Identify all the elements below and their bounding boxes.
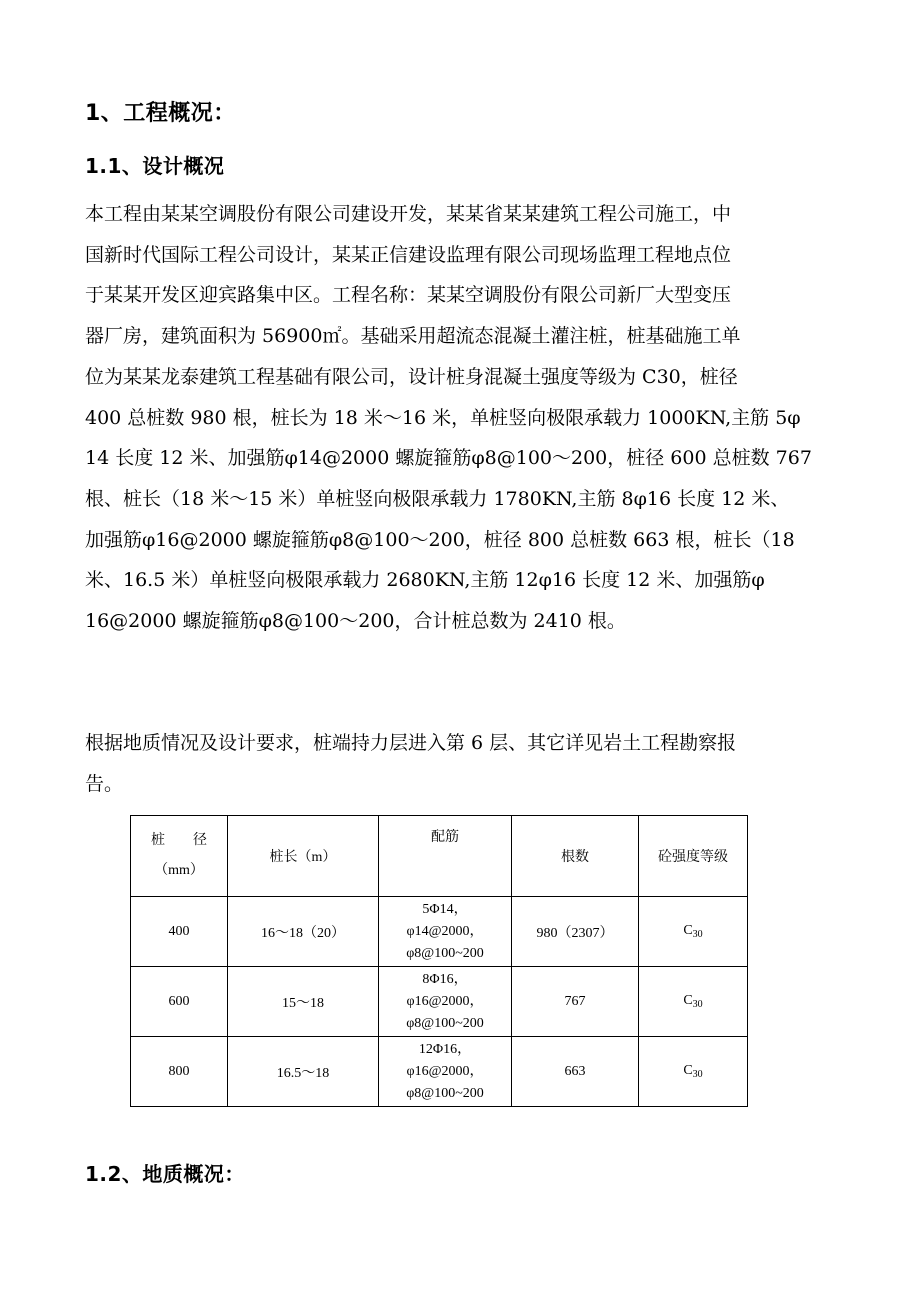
bearing-layer-paragraph xyxy=(85,723,840,804)
cell-grade: $C_{30}$ xyxy=(639,967,748,1037)
cell-count: 980（2307） xyxy=(512,897,639,967)
cell-rebar: 12Φ16， φ16@2000， φ8@100~200 xyxy=(379,1037,512,1107)
paragraph-line: 400 总桩数 980 根，桩长为 18 米～16 米，单桩竖向极限承载力 1000KN,主筋 5φ xyxy=(85,406,801,429)
cell-count: 663 xyxy=(512,1037,639,1107)
cell-diameter: 800 xyxy=(131,1037,228,1107)
paragraph-line: 16@2000 螺旋箍筋φ8@100～200，合计桩总数为 2410 根。 xyxy=(85,610,626,633)
section-heading-1-2: 1.2、地质概况： xyxy=(85,1162,245,1186)
pile-spec-table xyxy=(130,815,748,1107)
cell-diameter: 400 xyxy=(131,897,228,967)
cell-rebar: 5Φ14， φ14@2000， φ8@100~200 xyxy=(379,897,512,967)
paragraph-line: 告。 xyxy=(85,772,124,795)
header-length: 桩长（m） xyxy=(228,816,379,897)
table-row xyxy=(131,1037,748,1107)
cell-length: 16.5～18 xyxy=(228,1037,379,1107)
paragraph-line: 本工程由某某空调股份有限公司建设开发，某某省某某建筑工程公司施工，中 xyxy=(85,203,732,225)
cell-grade: $C_{30}$ xyxy=(639,1037,748,1107)
paragraph-line: 国新时代国际工程公司设计，某某正信建设监理有限公司现场监理工程地点位 xyxy=(85,243,732,266)
section-heading-1: 1、工程概况： xyxy=(85,101,236,126)
paragraph-line: 根、桩长（18 米～15 米）单桩竖向极限承载力 1780KN,主筋 8φ16 长度 12 米、 xyxy=(85,487,790,510)
section-heading-1-1: 1.1、设计概况 xyxy=(85,154,225,178)
paragraph-line: 加强筋φ16@2000 螺旋箍筋φ8@100～200，桩径 800 总桩数 663 根，桩长（18 xyxy=(85,528,795,551)
cell-diameter: 600 xyxy=(131,967,228,1037)
cell-count: 767 xyxy=(512,967,639,1037)
design-overview-paragraph xyxy=(85,194,840,642)
paragraph-line: 于某某开发区迎宾路集中区。工程名称：某某空调股份有限公司新厂大型变压 xyxy=(85,284,732,307)
table-row xyxy=(131,897,748,967)
header-count: 根数 xyxy=(512,816,639,897)
paragraph-line: 器厂房，建筑面积为 56900㎡。基础采用超流态混凝土灌注桩，桩基础施工单 xyxy=(85,325,741,348)
cell-rebar: 8Φ16， φ16@2000， φ8@100~200 xyxy=(379,967,512,1037)
cell-grade: $C_{30}$ xyxy=(639,897,748,967)
paragraph-line: 14 长度 12 米、加强筋φ14@2000 螺旋箍筋φ8@100～200，桩径 600 总桩数 767 xyxy=(85,447,812,470)
paragraph-line: 位为某某龙泰建筑工程基础有限公司，设计桩身混凝土强度等级为 C30，桩径 xyxy=(85,365,738,388)
paragraph-line: 根据地质情况及设计要求，桩端持力层进入第 6 层、其它详见岩土工程勘察报 xyxy=(85,732,737,754)
header-rebar: 配筋 xyxy=(379,816,512,897)
header-grade: 砼强度等级 xyxy=(639,816,748,897)
paragraph-line: 米、16.5 米）单桩竖向极限承载力 2680KN,主筋 12φ16 长度 12 米、加强筋φ xyxy=(85,569,765,592)
header-diameter: 桩 径 （mm） xyxy=(131,816,228,897)
cell-length: 15～18 xyxy=(228,967,379,1037)
cell-length: 16～18（20） xyxy=(228,897,379,967)
table-row xyxy=(131,967,748,1037)
table-header-row xyxy=(131,816,748,897)
